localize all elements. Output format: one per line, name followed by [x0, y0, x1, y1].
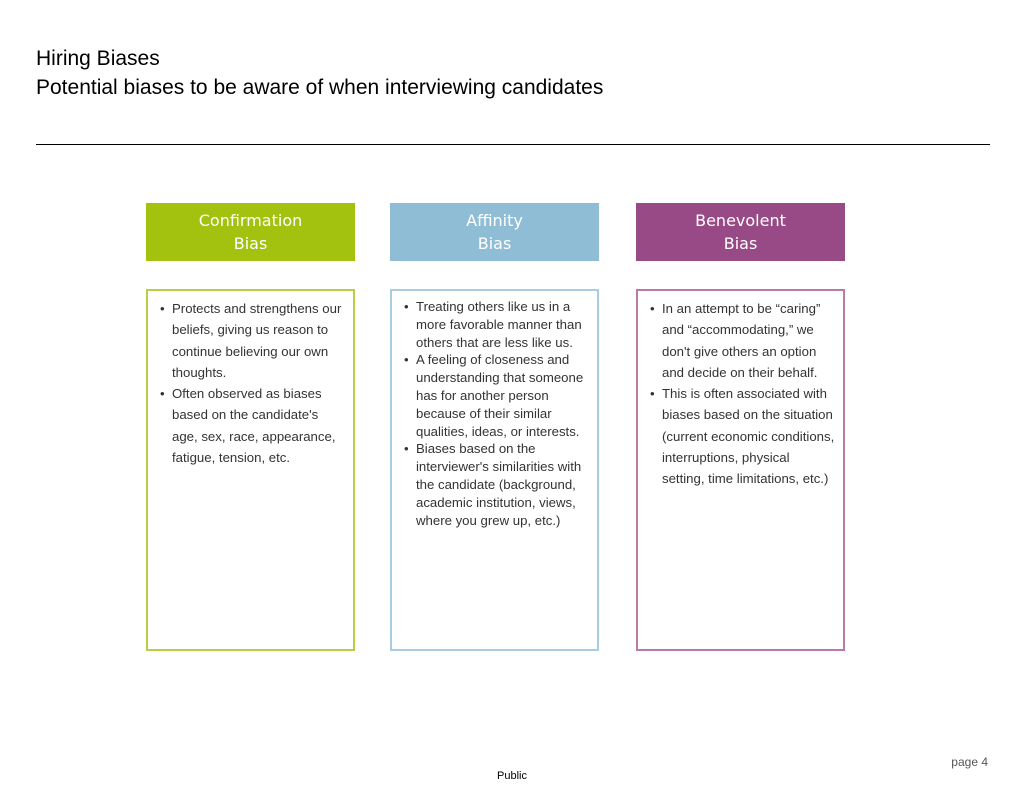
list-item: • A feeling of closeness and understanding that someone has for another person because of their similar qualities, ideas, or interests.	[416, 351, 589, 440]
title-divider	[36, 144, 990, 145]
bullet-list	[156, 298, 345, 468]
confirmation-bias-column	[146, 203, 355, 466]
header-line1: Benevolent	[695, 211, 786, 230]
affinity-bias-box	[390, 289, 599, 651]
list-item: • Biases based on the interviewer's similarities with the candidate (background, academic institution, views, where you grew up, etc.)	[416, 440, 589, 529]
affinity-bias-column	[390, 203, 599, 528]
list-item: • Often observed as biases based on the candidate's age, sex, race, appearance, fatigue, tension, etc.	[172, 383, 345, 468]
bullet-list	[646, 298, 835, 490]
page-number: page 4	[951, 755, 988, 769]
list-item: • Treating others like us in a more favorable manner than others that are less like us.	[416, 298, 589, 351]
benevolent-bias-column	[636, 203, 845, 487]
page-subtitle: Potential biases to be aware of when interviewing candidates	[36, 76, 604, 99]
confirmation-bias-box	[146, 289, 355, 651]
list-item: • Protects and strengthens our beliefs, giving us reason to continue believing our own thoughts.	[172, 298, 345, 383]
header-line2: Bias	[477, 234, 512, 253]
benevolent-bias-header	[636, 203, 845, 261]
page-title: Hiring Biases	[36, 47, 160, 70]
header-line2: Bias	[723, 234, 758, 253]
confirmation-bias-header	[146, 203, 355, 261]
header-line2: Bias	[233, 234, 268, 253]
header-line1: Affinity	[466, 211, 523, 230]
classification-label: Public	[497, 770, 527, 782]
affinity-bias-header	[390, 203, 599, 261]
list-item: • In an attempt to be “caring” and “accommodating,” we don't give others an option and decide on their behalf.	[662, 298, 835, 383]
header-line1: Confirmation	[198, 211, 303, 230]
bullet-list	[400, 298, 589, 529]
list-item: • This is often associated with biases based on the situation (current economic conditions, interruptions, physical setting, time limitations, etc.)	[662, 383, 835, 489]
benevolent-bias-box	[636, 289, 845, 651]
